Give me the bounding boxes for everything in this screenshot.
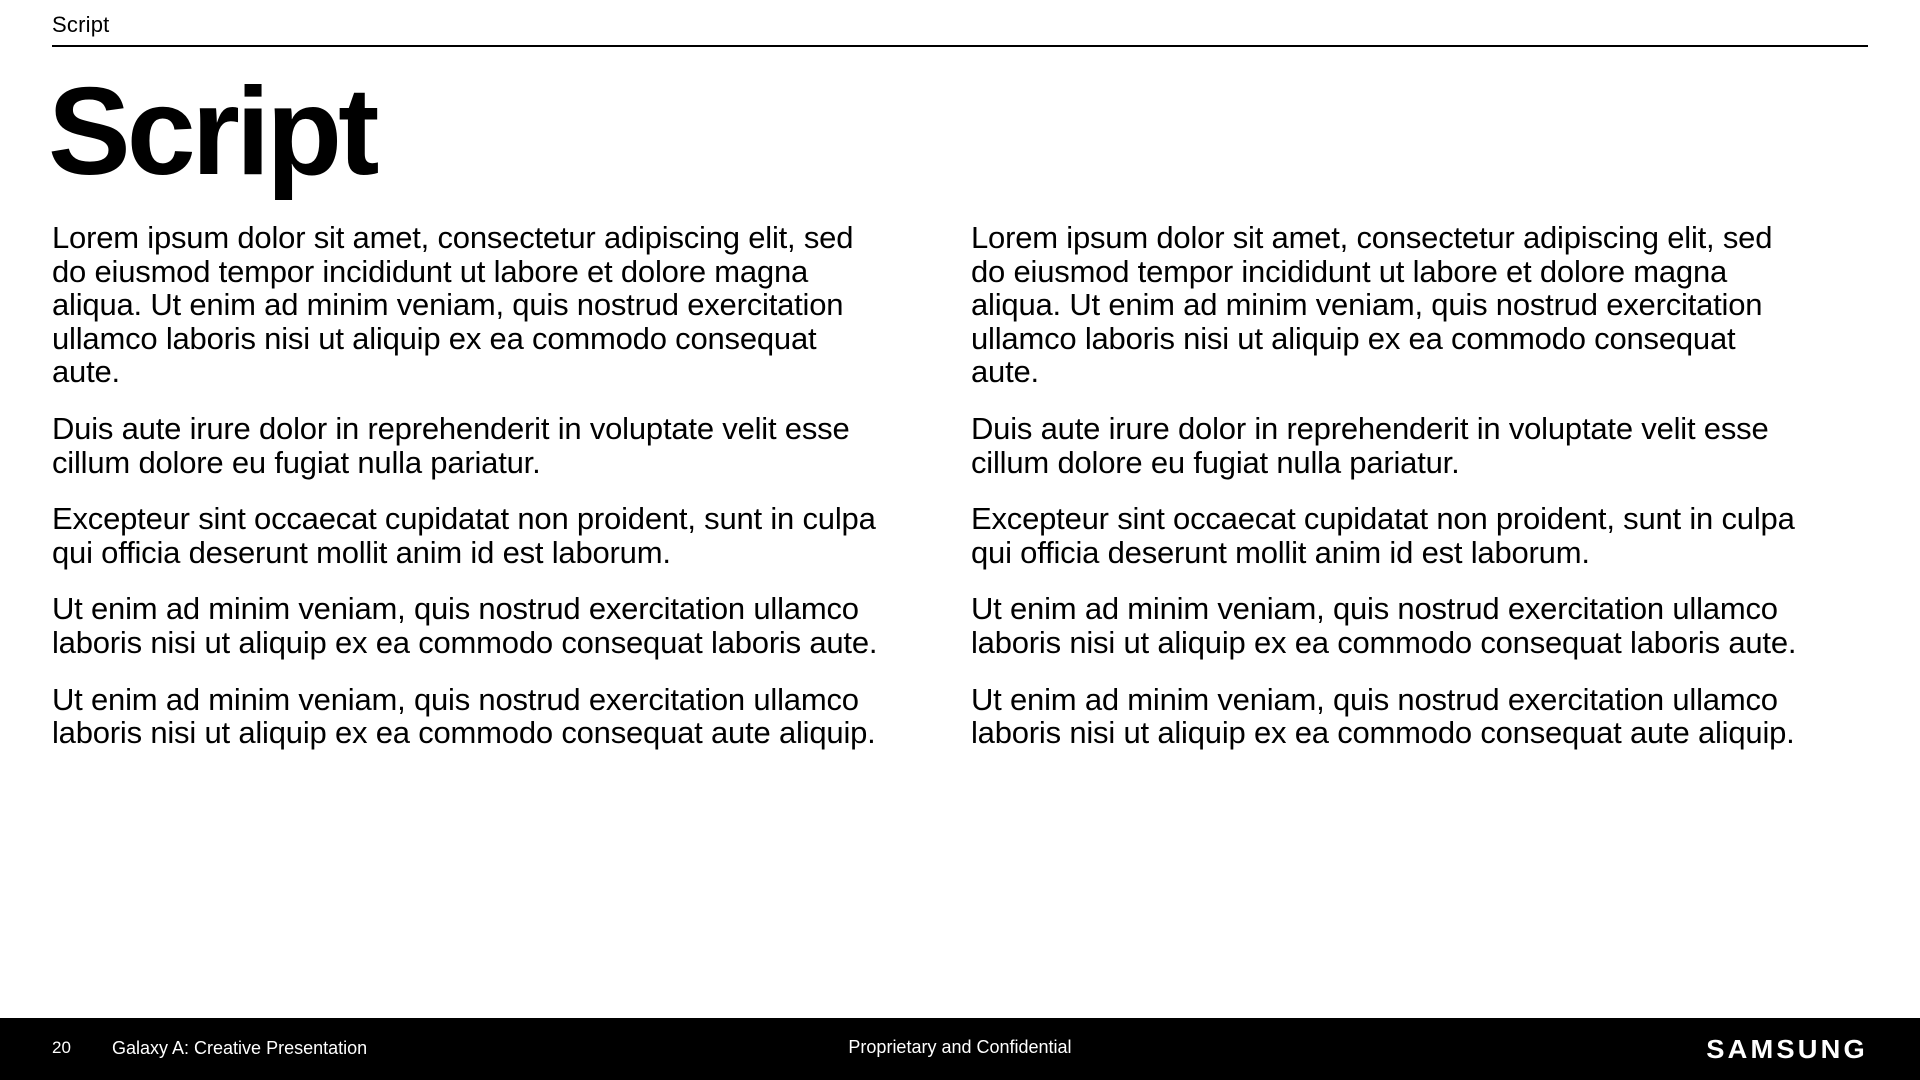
text-column-left [52, 221, 882, 773]
paragraph: Duis aute irure dolor in reprehenderit in voluptate velit esse cillum dolore eu fugiat nulla pariatur. [971, 410, 1769, 480]
paragraph: Excepteur sint occaecat cupidatat non proident, sunt in culpa qui officia deserunt mollit anim id est laborum. [971, 501, 1795, 570]
paragraph: Ut enim ad minim veniam, quis nostrud exercitation ullamco laboris nisi ut aliquip ex ea commodo consequat laboris aute. [52, 591, 878, 660]
samsung-logo: SAMSUNG [1706, 1034, 1868, 1064]
page-title: Script [48, 63, 376, 201]
footer-bar [0, 1018, 1920, 1080]
paragraph: Ut enim ad minim veniam, quis nostrud exercitation ullamco laboris nisi ut aliquip ex ea commodo consequat laboris aute. [971, 591, 1797, 660]
paragraph: Duis aute irure dolor in reprehenderit in voluptate velit esse cillum dolore eu fugiat nulla pariatur. [52, 410, 850, 480]
paragraph: Excepteur sint occaecat cupidatat non proident, sunt in culpa qui officia deserunt mollit anim id est laborum. [52, 501, 876, 570]
paragraph: Ut enim ad minim veniam, quis nostrud exercitation ullamco laboris nisi ut aliquip ex ea commodo consequat aute aliquip. [971, 681, 1795, 751]
header-divider [52, 45, 1868, 47]
paragraph: Ut enim ad minim veniam, quis nostrud exercitation ullamco laboris nisi ut aliquip ex ea commodo consequat aute aliquip. [52, 681, 876, 751]
page-number: 20 [52, 1038, 71, 1057]
section-label: Script [52, 12, 110, 37]
text-column-right [971, 221, 1801, 773]
paragraph: Lorem ipsum dolor sit amet, consectetur adipiscing elit, sed do eiusmod tempor incididunt ut labore et dolore magna aliqua. Ut enim ad minim veniam, quis nostrud exercitation ullamco laboris nisi ut aliquip ex ea commodo consequat aute. [52, 220, 854, 390]
confidentiality-notice: Proprietary and Confidential [848, 1037, 1072, 1057]
deck-title: Galaxy A: Creative Presentation [112, 1038, 368, 1058]
paragraph: Lorem ipsum dolor sit amet, consectetur adipiscing elit, sed do eiusmod tempor incididunt ut labore et dolore magna aliqua. Ut enim ad minim veniam, quis nostrud exercitation ullamco laboris nisi ut aliquip ex ea commodo consequat aute. [971, 220, 1773, 390]
